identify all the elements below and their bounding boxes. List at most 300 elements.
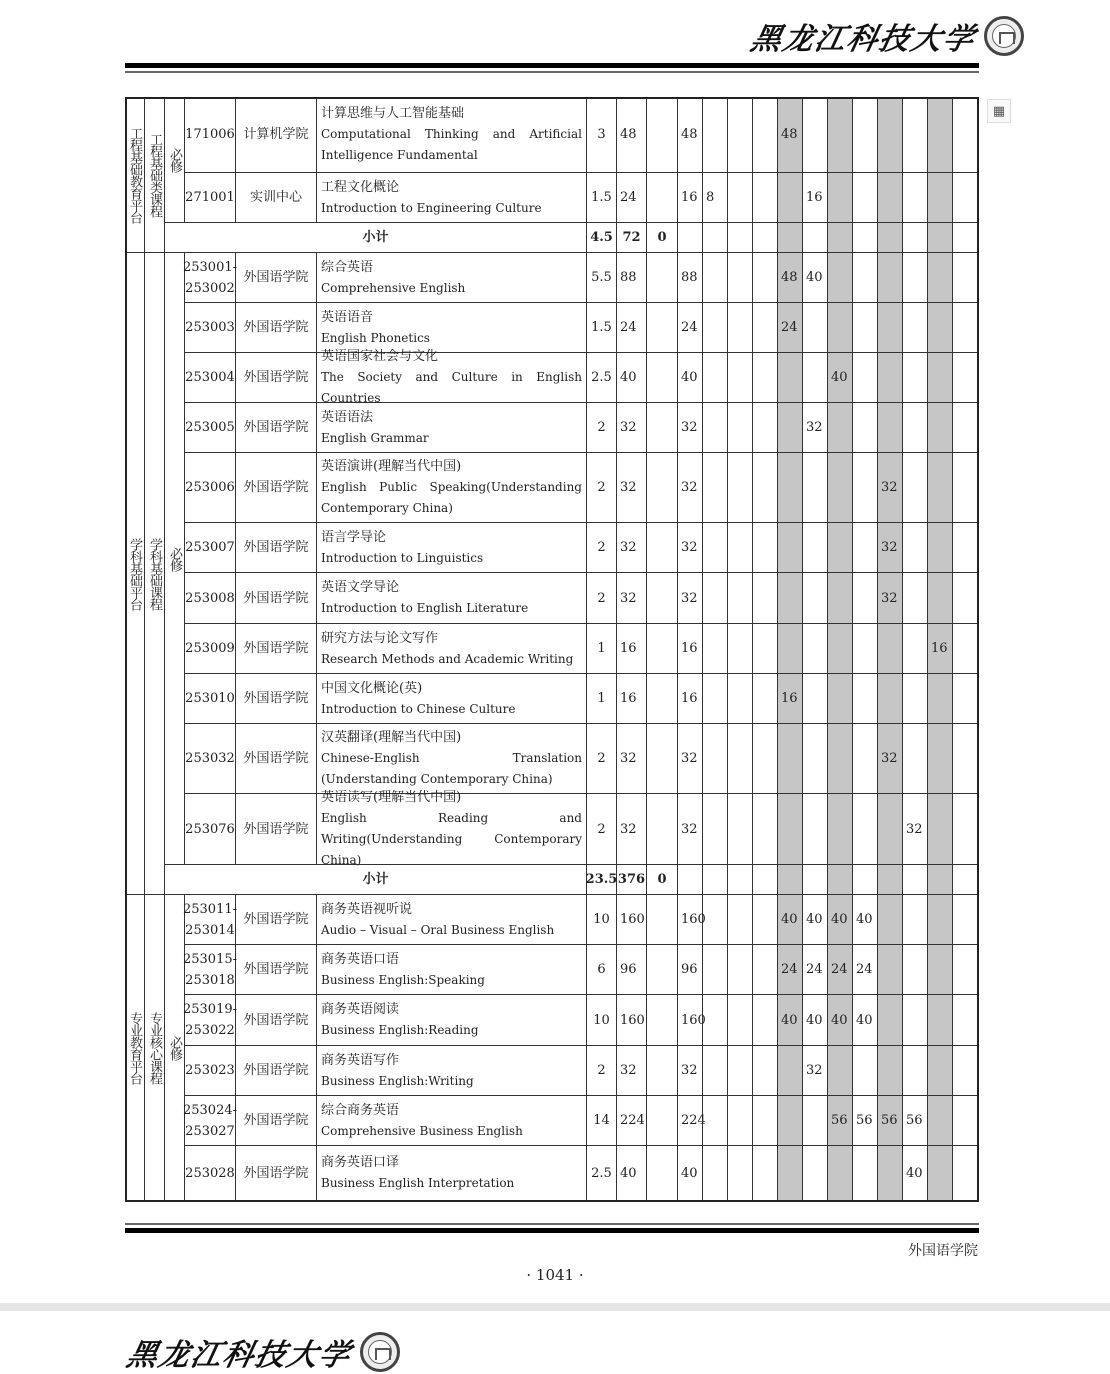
- empty-cell: [828, 865, 853, 895]
- course-name: [317, 624, 587, 674]
- semester-2-hours: 16: [803, 173, 828, 223]
- course-code: 253015- 253018: [185, 945, 236, 995]
- course-name-en: Introduction to Engineering Culture: [321, 200, 542, 215]
- hours-c3: [647, 674, 678, 724]
- department: 外国语学院: [236, 724, 317, 794]
- semester-7-hours: [928, 303, 953, 353]
- total-hours: 32: [617, 523, 647, 573]
- hours-c3: [647, 97, 678, 173]
- semester-1-hours: [778, 1046, 803, 1096]
- course-name: [317, 523, 587, 573]
- semester-6-hours: [903, 173, 928, 223]
- empty-cell: [728, 865, 753, 895]
- course-name-cn: 中国文化概论(英): [321, 680, 423, 696]
- hours-c5: [703, 303, 728, 353]
- semester-4-hours: [853, 724, 878, 794]
- hours-c6: [728, 724, 753, 794]
- hours-c3: [647, 724, 678, 794]
- semester-2-hours: [803, 674, 828, 724]
- semester-4-hours: [853, 573, 878, 624]
- total-hours: 40: [617, 1146, 647, 1201]
- semester-7-hours: [928, 173, 953, 223]
- semester-3-hours: 40: [828, 353, 853, 403]
- course-code: 171006: [185, 97, 236, 173]
- department: 外国语学院: [236, 1096, 317, 1146]
- course-name: [317, 995, 587, 1046]
- semester-2-hours: 32: [803, 403, 828, 453]
- semester-5-hours: [878, 303, 903, 353]
- next-logo-text: 黑龙江科技大学: [123, 1338, 355, 1373]
- lecture-hours: 48: [678, 97, 703, 173]
- course-code: 271001: [185, 173, 236, 223]
- department: 外国语学院: [236, 945, 317, 995]
- course-name: [317, 1046, 587, 1096]
- empty-cell: [828, 223, 853, 253]
- hours-c3: [647, 453, 678, 523]
- hours-c6: [728, 895, 753, 945]
- semester-1-hours: 16: [778, 674, 803, 724]
- semester-3-hours: [828, 624, 853, 674]
- lecture-hours: 32: [678, 1046, 703, 1096]
- semester-4-hours: 40: [853, 895, 878, 945]
- semester-4-hours: [853, 253, 878, 303]
- credits: 1: [587, 624, 617, 674]
- total-hours: 32: [617, 1046, 647, 1096]
- credits: 2: [587, 573, 617, 624]
- hours-c7: [753, 173, 778, 223]
- semester-5-hours: [878, 945, 903, 995]
- credits: 2: [587, 453, 617, 523]
- course-code: 253001- 253002: [185, 253, 236, 303]
- department: 外国语学院: [236, 794, 317, 865]
- hours-c6: [728, 403, 753, 453]
- semester-5-hours: [878, 1146, 903, 1201]
- page-separator: [0, 1303, 1110, 1311]
- hours-c5: [703, 1096, 728, 1146]
- semester-8-hours: [953, 173, 979, 223]
- empty-cell: [678, 865, 703, 895]
- hours-c3: [647, 523, 678, 573]
- course-name: [317, 1146, 587, 1201]
- department: 外国语学院: [236, 353, 317, 403]
- course-name-cn: 英语文学导论: [321, 580, 400, 595]
- lecture-hours: 88: [678, 253, 703, 303]
- hours-c7: [753, 674, 778, 724]
- department: 外国语学院: [236, 674, 317, 724]
- hours-c5: [703, 724, 728, 794]
- semester-7-hours: [928, 895, 953, 945]
- hours-c6: [728, 674, 753, 724]
- empty-cell: [903, 223, 928, 253]
- semester-8-hours: [953, 453, 979, 523]
- hours-c5: [703, 1146, 728, 1201]
- empty-cell: [953, 223, 979, 253]
- lecture-hours: 32: [678, 724, 703, 794]
- hours-c3: [647, 353, 678, 403]
- semester-3-hours: 24: [828, 945, 853, 995]
- course-name: [317, 253, 587, 303]
- semester-6-hours: [903, 403, 928, 453]
- hours-c3: [647, 573, 678, 624]
- course-name-en: English Grammar: [321, 430, 429, 445]
- course-name: [317, 895, 587, 945]
- department: 外国语学院: [236, 453, 317, 523]
- semester-7-hours: 16: [928, 624, 953, 674]
- lecture-hours: 32: [678, 403, 703, 453]
- credits: 1.5: [587, 173, 617, 223]
- course-name-en: Introduction to Linguistics: [321, 550, 484, 565]
- semester-5-hours: [878, 794, 903, 865]
- header-rule-thick: [125, 63, 979, 68]
- semester-3-hours: [828, 523, 853, 573]
- semester-3-hours: [828, 173, 853, 223]
- subtotal-c3: 0: [647, 223, 678, 253]
- course-name-en: English Public Speaking(Understanding Contemporary China): [321, 480, 582, 515]
- course-name: [317, 674, 587, 724]
- credits: 2: [587, 523, 617, 573]
- course-code: 253003: [185, 303, 236, 353]
- course-name-cn: 计算思维与人工智能基础: [321, 106, 465, 121]
- empty-cell: [778, 865, 803, 895]
- hours-c6: [728, 1146, 753, 1201]
- hours-c5: [703, 674, 728, 724]
- course-name-cn: 商务英语口译: [321, 1155, 400, 1170]
- course-name: [317, 349, 587, 405]
- course-name-cn: 工程文化概论: [321, 179, 400, 195]
- semester-2-hours: 32: [803, 1046, 828, 1096]
- credits: 2: [587, 1046, 617, 1096]
- hours-c5: [703, 624, 728, 674]
- semester-8-hours: [953, 303, 979, 353]
- course-name-cn: 英语演讲(理解当代中国): [321, 459, 462, 474]
- semester-5-hours: [878, 1046, 903, 1096]
- semester-3-hours: [828, 303, 853, 353]
- credits: 2.5: [587, 1146, 617, 1201]
- department: 外国语学院: [236, 523, 317, 573]
- empty-cell: [753, 223, 778, 253]
- credits: 2: [587, 724, 617, 794]
- total-hours: 40: [617, 353, 647, 403]
- semester-1-hours: 48: [778, 97, 803, 173]
- course-code: 253019- 253022: [185, 995, 236, 1046]
- empty-cell: [778, 223, 803, 253]
- hours-c6: [728, 624, 753, 674]
- semester-1-hours: [778, 453, 803, 523]
- subtotal-label: 小计: [165, 865, 587, 895]
- semester-2-hours: [803, 523, 828, 573]
- semester-5-hours: [878, 895, 903, 945]
- total-hours: 32: [617, 724, 647, 794]
- hours-c5: 8: [703, 173, 728, 223]
- semester-8-hours: [953, 97, 979, 173]
- semester-2-hours: [803, 624, 828, 674]
- semester-6-hours: [903, 353, 928, 403]
- subtotal-hours: 376: [617, 865, 647, 895]
- total-hours: 96: [617, 945, 647, 995]
- department: 外国语学院: [236, 403, 317, 453]
- course-name-en: Introduction to English Literature: [321, 601, 529, 615]
- semester-6-hours: [903, 1046, 928, 1096]
- empty-cell: [928, 865, 953, 895]
- hours-c3: [647, 1146, 678, 1201]
- total-hours: 32: [617, 794, 647, 865]
- university-seal-icon: [984, 16, 1024, 56]
- course-name-en: Comprehensive Business English: [321, 1123, 523, 1138]
- semester-5-hours: 56: [878, 1096, 903, 1146]
- department: 外国语学院: [236, 1046, 317, 1096]
- semester-1-hours: 40: [778, 895, 803, 945]
- semester-5-hours: [878, 173, 903, 223]
- course-name: [317, 97, 587, 173]
- course-code: 253009: [185, 624, 236, 674]
- semester-8-hours: [953, 895, 979, 945]
- empty-cell: [928, 223, 953, 253]
- department: 实训中心: [236, 173, 317, 223]
- platform-cell: 专业教育平台: [125, 895, 145, 1201]
- page-number: · 1041 ·: [526, 1266, 584, 1284]
- semester-6-hours: [903, 624, 928, 674]
- semester-1-hours: 48: [778, 253, 803, 303]
- hours-c6: [728, 794, 753, 865]
- semester-4-hours: [853, 624, 878, 674]
- hours-c3: [647, 173, 678, 223]
- semester-4-hours: [853, 173, 878, 223]
- hours-c6: [728, 1046, 753, 1096]
- next-page-logo: [123, 1330, 400, 1374]
- course-name-cn: 综合英语: [321, 259, 374, 275]
- hours-c3: [647, 1046, 678, 1096]
- hours-c6: [728, 523, 753, 573]
- semester-3-hours: [828, 1046, 853, 1096]
- course-code: 253006: [185, 453, 236, 523]
- semester-8-hours: [953, 1096, 979, 1146]
- table-tool-icon[interactable]: ▦: [987, 99, 1011, 123]
- semester-2-hours: [803, 794, 828, 865]
- semester-1-hours: [778, 1146, 803, 1201]
- hours-c5: [703, 895, 728, 945]
- hours-c6: [728, 945, 753, 995]
- semester-3-hours: [828, 403, 853, 453]
- hours-c6: [728, 995, 753, 1046]
- total-hours: 24: [617, 303, 647, 353]
- semester-4-hours: [853, 1146, 878, 1201]
- semester-8-hours: [953, 794, 979, 865]
- department: 外国语学院: [236, 895, 317, 945]
- hours-c5: [703, 453, 728, 523]
- lecture-hours: 32: [678, 453, 703, 523]
- total-hours: 24: [617, 173, 647, 223]
- semester-5-hours: 32: [878, 523, 903, 573]
- course-code: 253028: [185, 1146, 236, 1201]
- semester-4-hours: [853, 1046, 878, 1096]
- semester-3-hours: [828, 794, 853, 865]
- empty-cell: [678, 223, 703, 253]
- hours-c6: [728, 303, 753, 353]
- course-type-cell: 必修: [165, 97, 185, 223]
- lecture-hours: 160: [678, 995, 703, 1046]
- semester-4-hours: [853, 453, 878, 523]
- course-name-cn: 英语语音: [321, 309, 374, 325]
- semester-4-hours: [853, 97, 878, 173]
- semester-2-hours: [803, 1146, 828, 1201]
- semester-6-hours: [903, 97, 928, 173]
- semester-4-hours: [853, 303, 878, 353]
- hours-c7: [753, 253, 778, 303]
- footer-rule-thin: [125, 1223, 979, 1225]
- semester-5-hours: [878, 97, 903, 173]
- next-university-seal-icon: [360, 1332, 400, 1372]
- credits: 14: [587, 1096, 617, 1146]
- course-name-en: Business English Interpretation: [321, 1176, 515, 1190]
- lecture-hours: 32: [678, 794, 703, 865]
- semester-3-hours: [828, 724, 853, 794]
- hours-c5: [703, 995, 728, 1046]
- hours-c7: [753, 945, 778, 995]
- department: 外国语学院: [236, 995, 317, 1046]
- semester-3-hours: [828, 253, 853, 303]
- hours-c3: [647, 624, 678, 674]
- hours-c7: [753, 1096, 778, 1146]
- subtotal-credits: 4.5: [587, 223, 617, 253]
- total-hours: 16: [617, 674, 647, 724]
- course-name: [317, 403, 587, 453]
- semester-7-hours: [928, 674, 953, 724]
- hours-c6: [728, 253, 753, 303]
- semester-4-hours: [853, 523, 878, 573]
- semester-1-hours: [778, 403, 803, 453]
- semester-6-hours: [903, 674, 928, 724]
- course-code: 253007: [185, 523, 236, 573]
- semester-4-hours: 56: [853, 1096, 878, 1146]
- hours-c5: [703, 1046, 728, 1096]
- course-name-cn: 商务英语写作: [321, 1052, 400, 1068]
- empty-cell: [728, 223, 753, 253]
- hours-c7: [753, 794, 778, 865]
- lecture-hours: 224: [678, 1096, 703, 1146]
- lecture-hours: 40: [678, 353, 703, 403]
- hours-c6: [728, 573, 753, 624]
- empty-cell: [953, 865, 979, 895]
- course-code: 253008: [185, 573, 236, 624]
- hours-c5: [703, 945, 728, 995]
- semester-3-hours: [828, 97, 853, 173]
- total-hours: 224: [617, 1096, 647, 1146]
- hours-c5: [703, 523, 728, 573]
- course-code: 253023: [185, 1046, 236, 1096]
- semester-3-hours: [828, 453, 853, 523]
- semester-7-hours: [928, 1096, 953, 1146]
- credits: 1: [587, 674, 617, 724]
- lecture-hours: 96: [678, 945, 703, 995]
- course-name: [317, 573, 587, 624]
- semester-4-hours: [853, 674, 878, 724]
- semester-6-hours: 40: [903, 1146, 928, 1201]
- semester-1-hours: [778, 173, 803, 223]
- hours-c3: [647, 403, 678, 453]
- course-name: [317, 1096, 587, 1146]
- empty-cell: [878, 865, 903, 895]
- semester-4-hours: [853, 794, 878, 865]
- department: 外国语学院: [236, 624, 317, 674]
- hours-c7: [753, 403, 778, 453]
- semester-3-hours: [828, 573, 853, 624]
- semester-2-hours: [803, 453, 828, 523]
- hours-c3: [647, 995, 678, 1046]
- hours-c3: [647, 794, 678, 865]
- semester-8-hours: [953, 724, 979, 794]
- semester-8-hours: [953, 253, 979, 303]
- semester-5-hours: 32: [878, 724, 903, 794]
- semester-4-hours: [853, 353, 878, 403]
- course-name-en: Comprehensive English: [321, 280, 466, 295]
- university-logo: [747, 14, 1024, 58]
- semester-8-hours: [953, 523, 979, 573]
- semester-6-hours: [903, 995, 928, 1046]
- semester-4-hours: 40: [853, 995, 878, 1046]
- lecture-hours: 16: [678, 624, 703, 674]
- course-name-en: The Society and Culture in English Countries: [321, 370, 582, 405]
- logo-text: 黑龙江科技大学: [747, 22, 979, 57]
- credits: 2.5: [587, 353, 617, 403]
- lecture-hours: 16: [678, 173, 703, 223]
- total-hours: 88: [617, 253, 647, 303]
- hours-c6: [728, 173, 753, 223]
- course-name-cn: 英语读写(理解当代中国): [321, 790, 462, 805]
- semester-7-hours: [928, 1046, 953, 1096]
- semester-6-hours: 56: [903, 1096, 928, 1146]
- semester-1-hours: [778, 523, 803, 573]
- hours-c7: [753, 453, 778, 523]
- semester-8-hours: [953, 945, 979, 995]
- course-name: [317, 790, 587, 867]
- hours-c3: [647, 1096, 678, 1146]
- course-name-en: Business English:Reading: [321, 1023, 479, 1037]
- credits: 10: [587, 995, 617, 1046]
- semester-3-hours: 40: [828, 895, 853, 945]
- course-name-cn: 语言学导论: [321, 529, 387, 545]
- course-name-cn: 汉英翻译(理解当代中国): [321, 730, 462, 745]
- semester-2-hours: [803, 573, 828, 624]
- semester-5-hours: 32: [878, 453, 903, 523]
- course-name: [317, 945, 587, 995]
- credits: 10: [587, 895, 617, 945]
- hours-c7: [753, 573, 778, 624]
- semester-7-hours: [928, 97, 953, 173]
- hours-c5: [703, 97, 728, 173]
- subtotal-c3: 0: [647, 865, 678, 895]
- course-name-cn: 商务英语阅读: [321, 1002, 400, 1017]
- semester-7-hours: [928, 945, 953, 995]
- credits: 2: [587, 794, 617, 865]
- semester-1-hours: [778, 724, 803, 794]
- hours-c7: [753, 1146, 778, 1201]
- semester-3-hours: [828, 674, 853, 724]
- course-name-en: Business English:Writing: [321, 1073, 474, 1088]
- semester-7-hours: [928, 253, 953, 303]
- lecture-hours: 160: [678, 895, 703, 945]
- hours-c7: [753, 1046, 778, 1096]
- semester-5-hours: [878, 253, 903, 303]
- semester-1-hours: 24: [778, 303, 803, 353]
- course-name: [317, 173, 587, 223]
- semester-6-hours: [903, 895, 928, 945]
- hours-c5: [703, 403, 728, 453]
- category-cell: 专业核心课程: [145, 895, 165, 1201]
- empty-cell: [753, 865, 778, 895]
- semester-2-hours: [803, 724, 828, 794]
- hours-c6: [728, 353, 753, 403]
- semester-8-hours: [953, 573, 979, 624]
